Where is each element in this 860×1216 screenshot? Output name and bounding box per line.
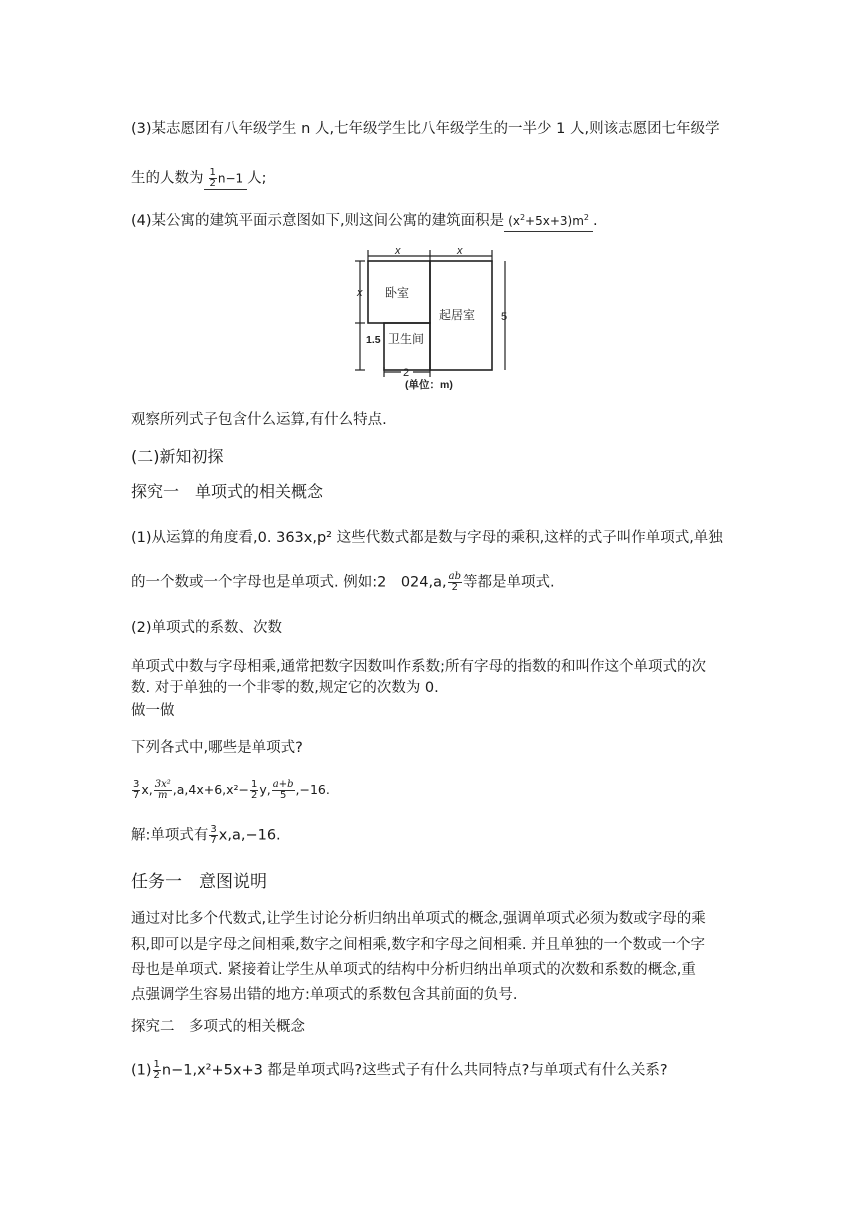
q3-frac-num: 1 [209, 167, 216, 178]
p1-line2a: 的一个数或一个字母也是单项式. 例如:2 024,a, [131, 574, 447, 591]
living-label: 起居室 [439, 308, 476, 322]
expr-t1: x, [141, 782, 153, 797]
e2-den: 2 [153, 1070, 160, 1081]
p2-body2: 数. 对于单独的一个非零的数,规定它的次数为 0. [131, 680, 439, 696]
ans-num: 3 [210, 824, 217, 835]
p1-line2 [131, 572, 555, 593]
dim-5: 5 [501, 311, 508, 323]
doit-expressions [131, 780, 330, 801]
ans-den: 7 [210, 835, 217, 846]
q4-sup-1: 2 [519, 213, 526, 222]
observe-text: 观察所列式子包含什么运算,有什么特点. [131, 412, 387, 428]
f3-num: 1 [251, 779, 258, 790]
p1-line1: (1)从运算的角度看,0. 363x,p² 这些代数式都是数与字母的乘积,这样的式子叫作单项式,单独 [131, 530, 723, 546]
answer-frac-3-7 [209, 825, 217, 846]
q4-answer-a: (x [508, 214, 520, 228]
doit-answer [131, 825, 281, 846]
explore2-question [131, 1060, 668, 1081]
task1-line3: 母也是单项式. 紧接着让学生从单项式的结构中分析归纳出单项式的次数和系数的概念,重 [131, 962, 696, 978]
q3-line2 [131, 168, 267, 190]
f4-num: a+b [272, 779, 294, 790]
q4-answer-blank [504, 208, 593, 232]
task1-line4: 点强调学生容易出错的地方:单项式的系数包含其前面的负号. [131, 987, 518, 1003]
doit-title: 做一做 [131, 703, 175, 719]
q4-line [131, 208, 598, 232]
f4-den: 5 [279, 790, 287, 801]
q4-answer-b: +5x+3)m [525, 214, 584, 228]
f3-den: 2 [251, 790, 258, 801]
q4-text: (4)某公寓的建筑平面示意图如下,则这间公寓的建筑面积是 [131, 213, 505, 229]
q3-line1: (3)某志愿团有八年级学生 n 人,七年级学生比八年级学生的一半少 1 人,则该志愿团七年级学 [131, 121, 720, 137]
bedroom-label: 卧室 [385, 286, 410, 300]
q3-answer-fraction [209, 168, 217, 189]
q4-end: . [593, 213, 598, 229]
expr-t4: ,−16. [295, 782, 330, 797]
task1-line2: 积,即可以是字母之间相乘,数字之间相乘,数字和字母之间相乘. 并且单独的一个数或一个字 [131, 937, 706, 953]
bathroom-label: 卫生间 [388, 332, 425, 346]
q3-prefix: 生的人数为 [131, 170, 204, 187]
section-heading: (二)新知初探 [131, 447, 224, 466]
q3-suffix: 人; [247, 170, 267, 187]
unit-label: (单位：m) [405, 379, 453, 391]
p2-title: (2)单项式的系数、次数 [131, 620, 283, 636]
p1-line2b: 等都是单项式. [462, 574, 555, 591]
q3-answer-blank [204, 168, 248, 190]
explore2-prefix: (1) [131, 1062, 152, 1079]
q3-frac-den: 2 [209, 178, 216, 189]
dim-x-top-right: x [457, 245, 463, 257]
f2-num: 3x² [154, 779, 171, 790]
bathroom-room [384, 323, 430, 370]
ab-over-2-fraction [448, 572, 462, 593]
expr-frac-3x2-m [154, 780, 172, 801]
dim-1-5: 1.5 [366, 334, 381, 346]
f2-den: m [158, 790, 168, 801]
task1-line1: 通过对比多个代数式,让学生讨论分析归纳出单项式的概念,强调单项式必须为数或字母的乘 [131, 911, 706, 927]
dim-x-top-left: x [395, 245, 401, 257]
ab-num: ab [448, 571, 461, 582]
explore2-title: 探究二 多项式的相关概念 [131, 1019, 305, 1035]
e2-num: 1 [153, 1059, 160, 1070]
answer-prefix: 解:单项式有 [131, 827, 209, 844]
expr-frac-1-2 [250, 780, 258, 801]
explore1-title: 探究一 单项式的相关概念 [131, 482, 324, 501]
f1-den: 7 [133, 790, 140, 801]
q4-sup-2: 2 [583, 213, 589, 222]
answer-rest: x,a,−16. [218, 827, 281, 844]
dim-2: 2 [403, 367, 410, 379]
dim-x-side: x [357, 287, 363, 299]
explore2-frac-1-2 [153, 1060, 161, 1081]
ab-den: 2 [451, 582, 458, 593]
doit-question: 下列各式中,哪些是单项式? [131, 740, 303, 756]
f1-num: 3 [133, 779, 140, 790]
floor-plan-diagram [355, 245, 515, 391]
p2-body1: 单项式中数与字母相乘,通常把数字因数叫作系数;所有字母的指数的和叫作这个单项式的次 [131, 659, 706, 675]
task1-title: 任务一 意图说明 [131, 872, 267, 892]
explore2-rest: n−1,x²+5x+3 都是单项式吗?这些式子有什么共同特点?与单项式有什么关系? [161, 1062, 668, 1079]
q3-answer-rest: n−1 [217, 171, 244, 186]
expr-frac-ab-5 [272, 780, 295, 801]
expr-frac-3-7 [132, 780, 140, 801]
expr-t2: ,a,4x+6,x²− [172, 782, 250, 797]
expr-t3: y, [259, 782, 271, 797]
